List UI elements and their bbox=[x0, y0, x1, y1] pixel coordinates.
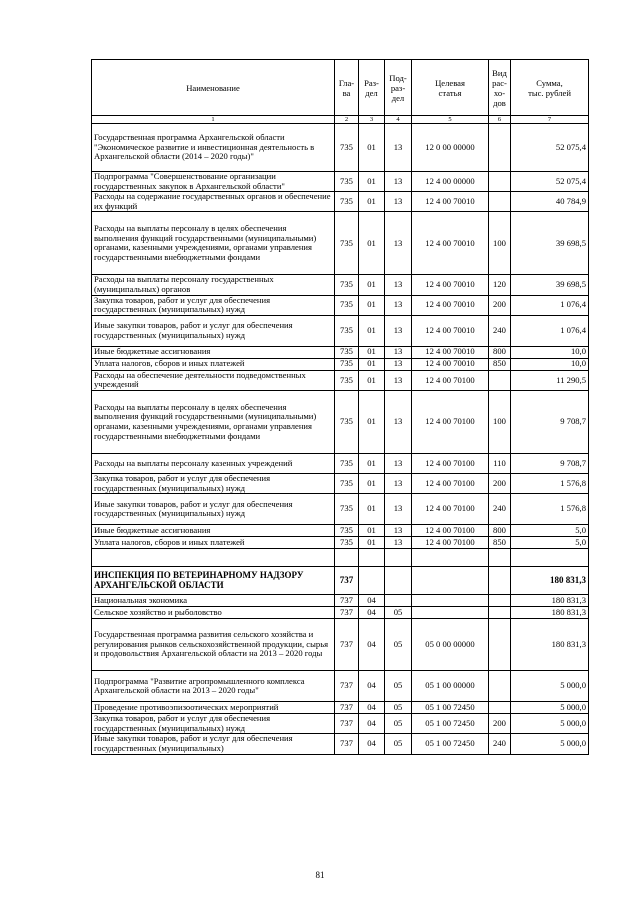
row-glava: 735 bbox=[335, 295, 359, 315]
row-name: Национальная экономика bbox=[92, 595, 335, 607]
row-vid: 100 bbox=[489, 212, 511, 275]
header-glava: Гла- ва bbox=[335, 60, 359, 116]
row-vid bbox=[489, 607, 511, 619]
row-razdel: 01 bbox=[359, 346, 385, 358]
row-target: 12 4 00 70100 bbox=[412, 370, 489, 390]
row-podrazdel: 13 bbox=[385, 453, 412, 473]
row-name: Проведение противоэпизоотических мероприятий bbox=[92, 702, 335, 714]
row-podrazdel: 13 bbox=[385, 370, 412, 390]
row-name: ИНСПЕКЦИЯ ПО ВЕТЕРИНАРНОМУ НАДЗОРУ АРХАНГЕЛЬСКОЙ ОБЛАСТИ bbox=[92, 567, 335, 595]
row-sum: 39 698,5 bbox=[511, 212, 589, 275]
table-row bbox=[92, 295, 589, 315]
row-podrazdel bbox=[385, 549, 412, 567]
row-name: Закупка товаров, работ и услуг для обеспечения государственных (муниципальных) нужд bbox=[92, 714, 335, 734]
row-vid: 120 bbox=[489, 275, 511, 295]
row-target: 12 4 00 70100 bbox=[412, 525, 489, 537]
table-row bbox=[92, 315, 589, 346]
row-vid: 240 bbox=[489, 734, 511, 754]
row-glava: 735 bbox=[335, 346, 359, 358]
colnum: 7 bbox=[511, 116, 589, 124]
row-razdel: 01 bbox=[359, 295, 385, 315]
row-sum bbox=[511, 549, 589, 567]
row-glava: 735 bbox=[335, 494, 359, 525]
row-podrazdel bbox=[385, 567, 412, 595]
row-name: Государственная программа Архангельской области "Экономическое развитие и инвестиционная деятельность в Архангельской области (2014 – 2020 годы)" bbox=[92, 124, 335, 172]
row-razdel: 01 bbox=[359, 537, 385, 549]
row-razdel: 04 bbox=[359, 619, 385, 671]
row-glava: 735 bbox=[335, 275, 359, 295]
row-podrazdel: 13 bbox=[385, 390, 412, 453]
row-razdel: 01 bbox=[359, 315, 385, 346]
row-glava: 735 bbox=[335, 212, 359, 275]
row-podrazdel: 05 bbox=[385, 702, 412, 714]
row-razdel: 01 bbox=[359, 525, 385, 537]
row-sum: 52 075,4 bbox=[511, 124, 589, 172]
row-glava: 737 bbox=[335, 734, 359, 754]
row-name: Закупка товаров, работ и услуг для обеспечения государственных (муниципальных) нужд bbox=[92, 295, 335, 315]
row-podrazdel: 13 bbox=[385, 124, 412, 172]
row-glava: 735 bbox=[335, 390, 359, 453]
row-glava: 737 bbox=[335, 714, 359, 734]
row-sum: 180 831,3 bbox=[511, 607, 589, 619]
row-target: 12 4 00 70100 bbox=[412, 494, 489, 525]
row-vid bbox=[489, 702, 511, 714]
table-row bbox=[92, 275, 589, 295]
row-vid bbox=[489, 619, 511, 671]
row-vid: 800 bbox=[489, 346, 511, 358]
row-glava: 735 bbox=[335, 192, 359, 212]
row-podrazdel: 13 bbox=[385, 212, 412, 275]
row-sum: 10,0 bbox=[511, 346, 589, 358]
row-vid bbox=[489, 671, 511, 702]
row-vid: 110 bbox=[489, 453, 511, 473]
colnum: 5 bbox=[412, 116, 489, 124]
colnum: 2 bbox=[335, 116, 359, 124]
colnum: 6 bbox=[489, 116, 511, 124]
row-razdel: 04 bbox=[359, 607, 385, 619]
table-row bbox=[92, 370, 589, 390]
row-name: Иные закупки товаров, работ и услуг для обеспечения государственных (муниципальных) bbox=[92, 734, 335, 754]
row-name: Иные бюджетные ассигнования bbox=[92, 525, 335, 537]
row-target: 05 0 00 00000 bbox=[412, 619, 489, 671]
row-podrazdel: 13 bbox=[385, 172, 412, 192]
row-name: Подпрограмма "Развитие агропромышленного комплекса Архангельской области на 2013 – 2020 годы" bbox=[92, 671, 335, 702]
row-name: Расходы на обеспечение деятельности подведомственных учреждений bbox=[92, 370, 335, 390]
row-podrazdel: 13 bbox=[385, 358, 412, 370]
row-target bbox=[412, 595, 489, 607]
header-podrazdel: Под- раз- дел bbox=[385, 60, 412, 116]
row-name bbox=[92, 549, 335, 567]
table-row bbox=[92, 619, 589, 671]
row-sum: 5 000,0 bbox=[511, 734, 589, 754]
table-row bbox=[92, 453, 589, 473]
row-target: 05 1 00 72450 bbox=[412, 702, 489, 714]
header-name: Наименование bbox=[92, 60, 335, 116]
table-row bbox=[92, 607, 589, 619]
table-row bbox=[92, 714, 589, 734]
table-row bbox=[92, 702, 589, 714]
row-glava: 735 bbox=[335, 172, 359, 192]
row-vid: 850 bbox=[489, 358, 511, 370]
row-sum: 1 076,4 bbox=[511, 295, 589, 315]
row-sum: 5,0 bbox=[511, 537, 589, 549]
row-razdel: 04 bbox=[359, 671, 385, 702]
row-name: Расходы на выплаты персоналу в целях обеспечения выполнения функций государственными (муниципальными) органами, казенными учреждениями, органами управления государственными внебюджетными фондами bbox=[92, 390, 335, 453]
row-razdel: 04 bbox=[359, 734, 385, 754]
row-glava: 737 bbox=[335, 702, 359, 714]
row-name: Расходы на содержание государственных органов и обеспечение их функций bbox=[92, 192, 335, 212]
row-vid bbox=[489, 192, 511, 212]
row-name: Уплата налогов, сборов и иных платежей bbox=[92, 537, 335, 549]
row-podrazdel: 13 bbox=[385, 494, 412, 525]
row-vid bbox=[489, 370, 511, 390]
spacer-row bbox=[92, 549, 589, 567]
row-razdel bbox=[359, 549, 385, 567]
row-target: 12 4 00 70010 bbox=[412, 358, 489, 370]
row-target: 12 4 00 70010 bbox=[412, 315, 489, 346]
colnum: 4 bbox=[385, 116, 412, 124]
column-number-row bbox=[92, 116, 589, 124]
row-podrazdel: 13 bbox=[385, 192, 412, 212]
row-razdel bbox=[359, 567, 385, 595]
row-podrazdel: 05 bbox=[385, 671, 412, 702]
row-vid: 240 bbox=[489, 315, 511, 346]
row-podrazdel: 05 bbox=[385, 734, 412, 754]
header-target: Целевая статья bbox=[412, 60, 489, 116]
row-podrazdel: 05 bbox=[385, 607, 412, 619]
row-vid bbox=[489, 124, 511, 172]
header-sum: Сумма, тыс. рублей bbox=[511, 60, 589, 116]
row-name: Расходы на выплаты персоналу в целях обеспечения выполнения функций государственными (муниципальными) органами, казенными учреждениями, органами управления государственными внебюджетными фондами bbox=[92, 212, 335, 275]
row-vid: 240 bbox=[489, 494, 511, 525]
row-razdel: 04 bbox=[359, 714, 385, 734]
row-podrazdel: 13 bbox=[385, 315, 412, 346]
row-glava: 735 bbox=[335, 358, 359, 370]
row-vid bbox=[489, 172, 511, 192]
row-sum: 10,0 bbox=[511, 358, 589, 370]
table-row bbox=[92, 671, 589, 702]
row-target: 12 4 00 70010 bbox=[412, 275, 489, 295]
row-target: 05 1 00 72450 bbox=[412, 714, 489, 734]
row-vid: 800 bbox=[489, 525, 511, 537]
row-vid: 850 bbox=[489, 537, 511, 549]
table-row bbox=[92, 192, 589, 212]
row-target: 12 4 00 70100 bbox=[412, 390, 489, 453]
table-row bbox=[92, 172, 589, 192]
table-row bbox=[92, 595, 589, 607]
table-row bbox=[92, 346, 589, 358]
row-vid bbox=[489, 567, 511, 595]
table-row bbox=[92, 734, 589, 754]
row-sum: 1 076,4 bbox=[511, 315, 589, 346]
row-glava: 737 bbox=[335, 595, 359, 607]
row-sum: 5 000,0 bbox=[511, 671, 589, 702]
row-name: Иные закупки товаров, работ и услуг для обеспечения государственных (муниципальных) нужд bbox=[92, 494, 335, 525]
row-target: 05 1 00 00000 bbox=[412, 671, 489, 702]
table-row bbox=[92, 473, 589, 493]
row-target: 12 4 00 70010 bbox=[412, 192, 489, 212]
row-target: 12 0 00 00000 bbox=[412, 124, 489, 172]
row-glava: 735 bbox=[335, 315, 359, 346]
row-vid: 200 bbox=[489, 473, 511, 493]
row-sum: 9 708,7 bbox=[511, 390, 589, 453]
row-podrazdel: 13 bbox=[385, 537, 412, 549]
row-target: 12 4 00 70010 bbox=[412, 295, 489, 315]
row-razdel: 01 bbox=[359, 473, 385, 493]
row-name: Государственная программа развития сельского хозяйства и регулирования рынков сельскохозяйственной продукции, сырья и продовольствия Архангельской области на 2013 – 2020 годы bbox=[92, 619, 335, 671]
row-podrazdel: 13 bbox=[385, 275, 412, 295]
row-name: Расходы на выплаты персоналу казенных учреждений bbox=[92, 453, 335, 473]
row-vid bbox=[489, 549, 511, 567]
row-razdel: 04 bbox=[359, 702, 385, 714]
row-razdel: 01 bbox=[359, 390, 385, 453]
row-razdel: 01 bbox=[359, 370, 385, 390]
table-row bbox=[92, 567, 589, 595]
colnum: 1 bbox=[92, 116, 335, 124]
table-header-row bbox=[92, 60, 589, 116]
table-row bbox=[92, 525, 589, 537]
row-razdel: 01 bbox=[359, 358, 385, 370]
row-glava: 735 bbox=[335, 473, 359, 493]
row-podrazdel: 13 bbox=[385, 525, 412, 537]
table-row bbox=[92, 358, 589, 370]
row-sum: 180 831,3 bbox=[511, 567, 589, 595]
row-razdel: 01 bbox=[359, 275, 385, 295]
row-glava: 737 bbox=[335, 567, 359, 595]
page-number: 81 bbox=[315, 870, 325, 880]
table-row bbox=[92, 390, 589, 453]
row-sum: 180 831,3 bbox=[511, 595, 589, 607]
row-sum: 180 831,3 bbox=[511, 619, 589, 671]
colnum: 3 bbox=[359, 116, 385, 124]
row-glava: 735 bbox=[335, 370, 359, 390]
budget-table bbox=[91, 59, 589, 755]
row-target bbox=[412, 567, 489, 595]
row-target: 12 4 00 70010 bbox=[412, 346, 489, 358]
row-podrazdel: 13 bbox=[385, 346, 412, 358]
row-razdel: 01 bbox=[359, 172, 385, 192]
row-sum: 11 290,5 bbox=[511, 370, 589, 390]
table-row bbox=[92, 212, 589, 275]
row-glava: 735 bbox=[335, 537, 359, 549]
row-target: 12 4 00 70100 bbox=[412, 453, 489, 473]
row-target: 12 4 00 00000 bbox=[412, 172, 489, 192]
header-vid: Вид рас- хо- дов bbox=[489, 60, 511, 116]
row-vid: 200 bbox=[489, 714, 511, 734]
row-target: 05 1 00 72450 bbox=[412, 734, 489, 754]
row-glava bbox=[335, 549, 359, 567]
row-sum: 1 576,8 bbox=[511, 473, 589, 493]
table-row bbox=[92, 537, 589, 549]
header-razdel: Раз- дел bbox=[359, 60, 385, 116]
row-sum: 40 784,9 bbox=[511, 192, 589, 212]
row-name: Сельское хозяйство и рыболовство bbox=[92, 607, 335, 619]
row-target: 12 4 00 70100 bbox=[412, 537, 489, 549]
row-sum: 5 000,0 bbox=[511, 714, 589, 734]
row-podrazdel bbox=[385, 595, 412, 607]
row-razdel: 01 bbox=[359, 453, 385, 473]
row-vid: 100 bbox=[489, 390, 511, 453]
row-name: Уплата налогов, сборов и иных платежей bbox=[92, 358, 335, 370]
row-sum: 39 698,5 bbox=[511, 275, 589, 295]
row-glava: 735 bbox=[335, 453, 359, 473]
row-sum: 1 576,8 bbox=[511, 494, 589, 525]
row-razdel: 01 bbox=[359, 124, 385, 172]
row-razdel: 01 bbox=[359, 192, 385, 212]
row-sum: 5,0 bbox=[511, 525, 589, 537]
row-razdel: 01 bbox=[359, 494, 385, 525]
row-podrazdel: 05 bbox=[385, 714, 412, 734]
row-razdel: 04 bbox=[359, 595, 385, 607]
row-name: Иные бюджетные ассигнования bbox=[92, 346, 335, 358]
table-row bbox=[92, 494, 589, 525]
row-target: 12 4 00 70100 bbox=[412, 473, 489, 493]
row-podrazdel: 05 bbox=[385, 619, 412, 671]
row-podrazdel: 13 bbox=[385, 295, 412, 315]
row-sum: 5 000,0 bbox=[511, 702, 589, 714]
row-glava: 737 bbox=[335, 671, 359, 702]
row-glava: 735 bbox=[335, 525, 359, 537]
row-podrazdel: 13 bbox=[385, 473, 412, 493]
row-vid: 200 bbox=[489, 295, 511, 315]
row-sum: 52 075,4 bbox=[511, 172, 589, 192]
row-name: Расходы на выплаты персоналу государственных (муниципальных) органов bbox=[92, 275, 335, 295]
row-target: 12 4 00 70010 bbox=[412, 212, 489, 275]
row-glava: 737 bbox=[335, 619, 359, 671]
row-target bbox=[412, 607, 489, 619]
row-glava: 737 bbox=[335, 607, 359, 619]
table-row bbox=[92, 124, 589, 172]
row-razdel: 01 bbox=[359, 212, 385, 275]
row-name: Подпрограмма "Совершенствование организации государственных закупок в Архангельской области" bbox=[92, 172, 335, 192]
row-sum: 9 708,7 bbox=[511, 453, 589, 473]
row-glava: 735 bbox=[335, 124, 359, 172]
row-name: Закупка товаров, работ и услуг для обеспечения государственных (муниципальных) нужд bbox=[92, 473, 335, 493]
row-target bbox=[412, 549, 489, 567]
row-vid bbox=[489, 595, 511, 607]
row-name: Иные закупки товаров, работ и услуг для обеспечения государственных (муниципальных) нужд bbox=[92, 315, 335, 346]
